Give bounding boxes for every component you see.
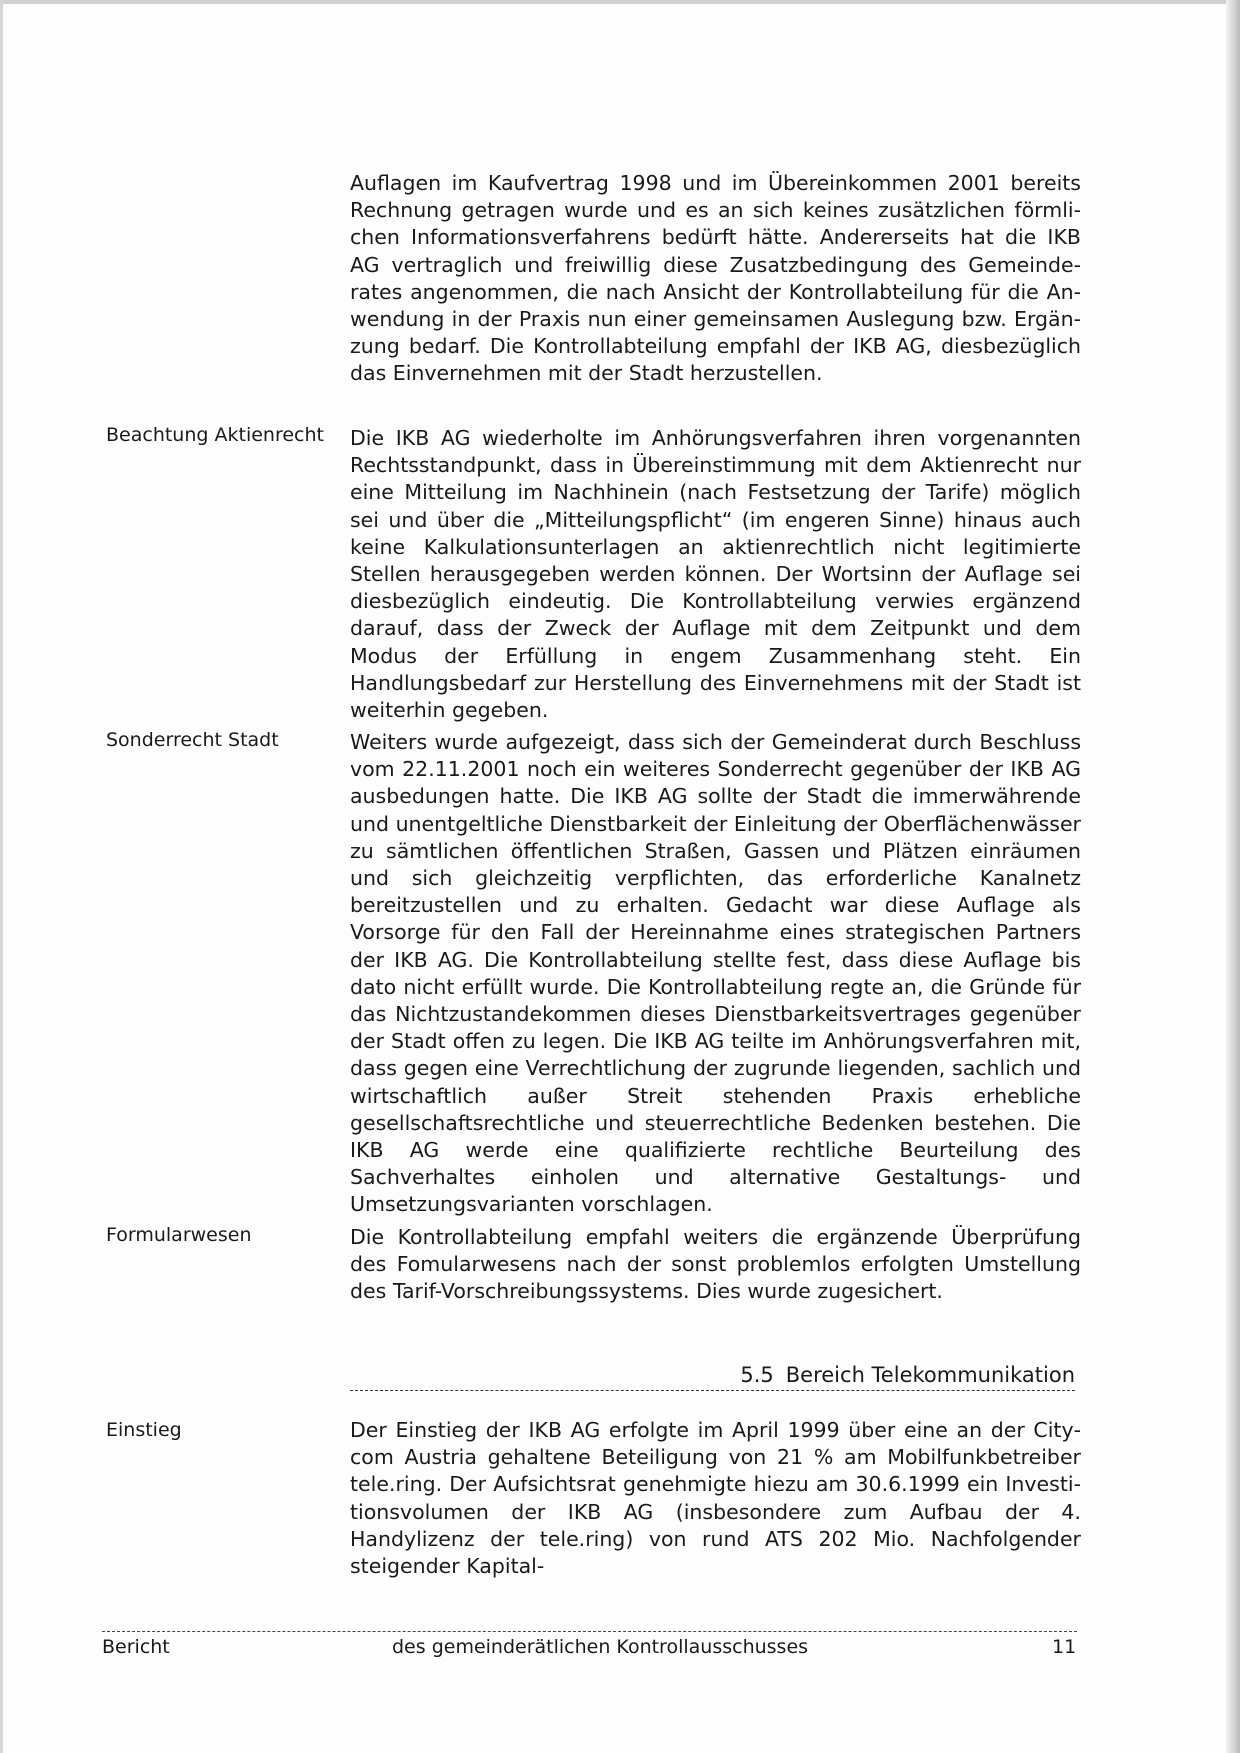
scan-edge-left	[0, 0, 3, 1753]
section-title: Bereich Telekommunikation	[785, 1363, 1075, 1387]
body-paragraph-sonderrecht-stadt: Weiters wurde aufgezeigt, dass sich der Gemeinderat durch Beschluss vom 22.11.2001 noch ein weiteres Sonderrecht gegenüber der IKB AG ausbedungen hatte. Die IKB AG sollte der Stadt die immerwährende und unentgeltliche Dienstbarkeit der Einleitung der Oberflächenwässer zu sämtlichen öffentlichen Straßen, Gassen und Plätzen einräumen und sich gleichzeitig verpflichten, das erforderliche Kanalnetz bereitzustellen und zu erhalten. Gedacht war diese Auflage als Vorsorge für den Fall der Hereinnahme eines strategischen Partners der IKB AG. Die Kontrollabteilung stellte fest, dass diese Auflage bis dato nicht erfüllt wurde. Die Kontrollabteilung regte an, die Gründe für das Nichtzustandekommen dieses Dienstbarkeitsvertrages gegenüber der Stadt offen zu legen. Die IKB AG teilte im Anhörungsverfahren mit, dass gegen eine Verrechtlichung der zugrunde liegenden, sachlich und wirtschaftlich außer Streit stehenden Praxis erhebliche gesellschaftsrechtliche und steuerrechtliche Bedenken bestehen. Die IKB AG werde eine qualifizierte rechtliche Beurteilung des Sachverhaltes einholen und alternative Gestaltungs- und Umsetzungsvarianten vorschlagen.	[350, 730, 1081, 1217]
scan-edge-top	[0, 0, 1240, 4]
body-paragraph-beachtung-aktienrecht: Die IKB AG wiederholte im Anhörungsverfahren ihren vorgenannten Rechtsstandpunkt, dass in Übereinstimmung mit dem Aktienrecht nur eine Mitteilung im Nachhinein (nach Festsetzung der Tarife) möglich sei und über die „Mitteilungspflicht“ (im engeren Sinne) hinaus auch keine Kalkulationsunterlagen an aktienrechtlich nicht legitimierte Stellen herausgegeben werden können. Der Wortsinn der Auflage sei diesbezüglich eindeutig. Die Kontrollabteilung verwies ergänzend darauf, dass der Zweck der Auflage mit dem Zeitpunkt und dem Modus der Erfüllung in engem Zusammenhang steht. Ein Handlungsbedarf zur Herstellung des Einvernehmens mit der Stadt ist weiterhin gegeben.	[350, 426, 1081, 723]
section-number: 5.5	[740, 1363, 774, 1387]
margin-label-beachtung-aktienrecht: Beachtung Aktienrecht	[106, 424, 324, 446]
margin-label-sonderrecht-stadt: Sonderrecht Stadt	[106, 729, 279, 751]
footer-divider	[102, 1631, 1077, 1632]
footer-center-title: des gemeinderätlichen Kontrollausschusses	[392, 1636, 809, 1658]
scan-edge-right	[1226, 0, 1240, 1753]
margin-label-einstieg: Einstieg	[106, 1419, 182, 1441]
body-paragraph-einstieg: Der Einstieg der IKB AG erfolgte im April 1999 über eine an der Citycom Austria gehaltene Beteiligung von 21 % am Mobilfunkbetreiber tele.ring. Der Aufsichtsrat genehmigte hiezu am 30.6.1999 ein Investitionsvolumen der IKB AG (insbesondere zum Aufbau der 4. Handylizenz der tele.ring) von rund ATS 202 Mio. Nachfolgender steigender Kapital-	[350, 1418, 1081, 1579]
page-number: 11	[1052, 1636, 1077, 1658]
section-heading	[350, 1360, 1075, 1391]
body-paragraph-intro: Auflagen im Kaufvertrag 1998 und im Übereinkommen 2001 bereits Rechnung getragen wurde und es an sich keines zusätzlichen förmlichen Informationsverfahrens bedürft hätte. Andererseits hat die IKB AG vertraglich und freiwillig diese Zusatzbedingung des Gemeinderates angenommen, die nach Ansicht der Kontrollabteilung für die Anwendung in der Praxis nun einer gemeinsamen Auslegung bzw. Ergänzung bedarf. Die Kontrollabteilung empfahl der IKB AG, diesbezüglich das Einvernehmen mit der Stadt herzustellen.	[350, 171, 1081, 386]
margin-label-formularwesen: Formularwesen	[106, 1224, 252, 1246]
footer-left-label: Bericht	[102, 1636, 170, 1658]
body-paragraph-formularwesen: Die Kontrollabteilung empfahl weiters die ergänzende Überprüfung des Fomularwesens nach der sonst problemlos erfolgten Umstellung des Tarif-Vorschreibungssystems. Dies wurde zugesichert.	[350, 1225, 1081, 1304]
